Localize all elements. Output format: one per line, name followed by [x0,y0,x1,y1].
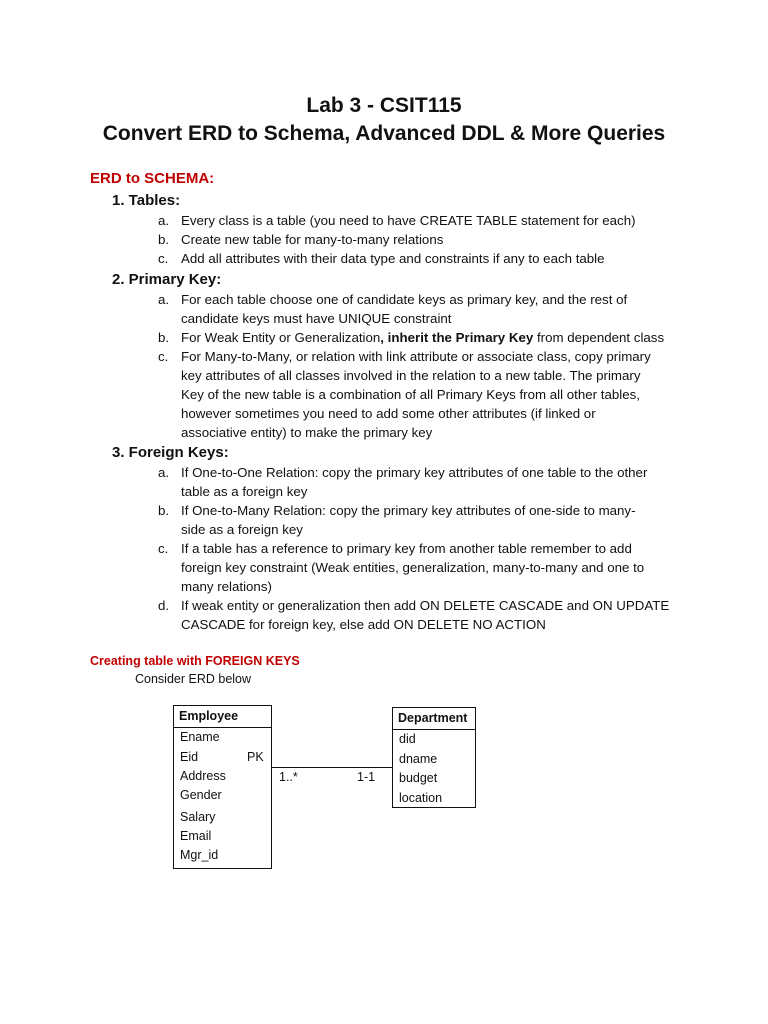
line: If One-to-Many Relation: copy the primary key attributes of one-side to many- [181,503,636,518]
creating-table-heading: Creating table with FOREIGN KEYS [90,654,300,668]
line: foreign key constraint (Weak entities, generalization, many-to-many and one to [181,560,645,575]
department-attr: budget [399,771,438,785]
list-text: Add all attributes with their data type and constraints if any to each table [181,251,605,266]
primary-key-heading: 2. Primary Key: [112,271,222,288]
consider-text: Consider ERD below [135,672,252,686]
line: table as a foreign key [181,484,308,499]
list-marker: b. [158,503,170,518]
line: For each table choose one of candidate keys as primary key, and the rest of [181,292,628,307]
foreign-keys-heading: 3. Foreign Keys: [112,444,229,461]
list-text [181,539,681,596]
text-normal: For Weak Entity or Generalization [181,330,381,345]
line: key attributes of all classes involved in the relation to a new table. The primary [181,368,641,383]
employee-entity [173,705,272,869]
department-attr: did [399,732,416,746]
list-marker: b. [158,330,170,345]
text-normal: from dependent class [533,330,665,345]
list-marker: c. [158,251,169,266]
employee-title: Employee [174,706,271,728]
line: If weak entity or generalization then add ON DELETE CASCADE and ON UPDATE [181,598,670,613]
line: Key of the new table is a combination of all Primary Keys from all other tables, [181,387,640,402]
list-text: Create new table for many-to-many relations [181,232,444,247]
list-marker: d. [158,598,170,613]
tables-heading: 1. Tables: [112,192,181,209]
line: If One-to-One Relation: copy the primary key attributes of one table to the other [181,465,648,480]
line: side as a foreign key [181,522,303,537]
list-marker: a. [158,292,170,307]
line: CASCADE for foreign key, else add ON DELETE NO ACTION [181,617,546,632]
list-text [181,290,681,328]
department-attr: location [399,791,443,805]
list-text [181,596,681,634]
list-text [181,463,681,501]
line: candidate keys must have UNIQUE constraint [181,311,452,326]
list-marker: c. [158,349,169,364]
line: For Many-to-Many, or relation with link attribute or associate class, copy primary [181,349,651,364]
department-title: Department [393,708,475,730]
text-bold: , inherit the Primary Key [380,330,534,345]
list-text: Every class is a table (you need to have CREATE TABLE statement for each) [181,213,636,228]
multiplicity-right: 1-1 [357,770,376,784]
primary-key-label: PK [247,750,264,764]
multiplicity-left: 1..* [279,770,298,784]
document-title: Lab 3 - CSIT115 [306,94,462,117]
list-marker: a. [158,465,170,480]
list-marker: b. [158,232,170,247]
document-subtitle: Convert ERD to Schema, Advanced DDL & More Queries [102,122,666,145]
employee-attr: Salary [180,810,216,824]
line: many relations) [181,579,272,594]
employee-attr: Mgr_id [180,848,219,862]
employee-attr: Address [180,769,226,783]
employee-attr: Ename [180,730,220,744]
employee-attr: Eid [180,750,199,764]
line: associative entity) to make the primary key [181,425,433,440]
employee-attr: Gender [180,788,222,802]
list-text [181,347,681,442]
list-marker: a. [158,213,170,228]
relationship-line [271,767,392,768]
list-marker: c. [158,541,169,556]
section-heading: ERD to SCHEMA: [90,170,215,187]
line: If a table has a reference to primary key from another table remember to add [181,541,632,556]
list-text [181,328,681,347]
list-text [181,501,681,539]
line: however sometimes you need to add some other attributes (if linked or [181,406,596,421]
department-entity [392,707,476,808]
department-attr: dname [399,752,438,766]
employee-attr: Email [180,829,212,843]
